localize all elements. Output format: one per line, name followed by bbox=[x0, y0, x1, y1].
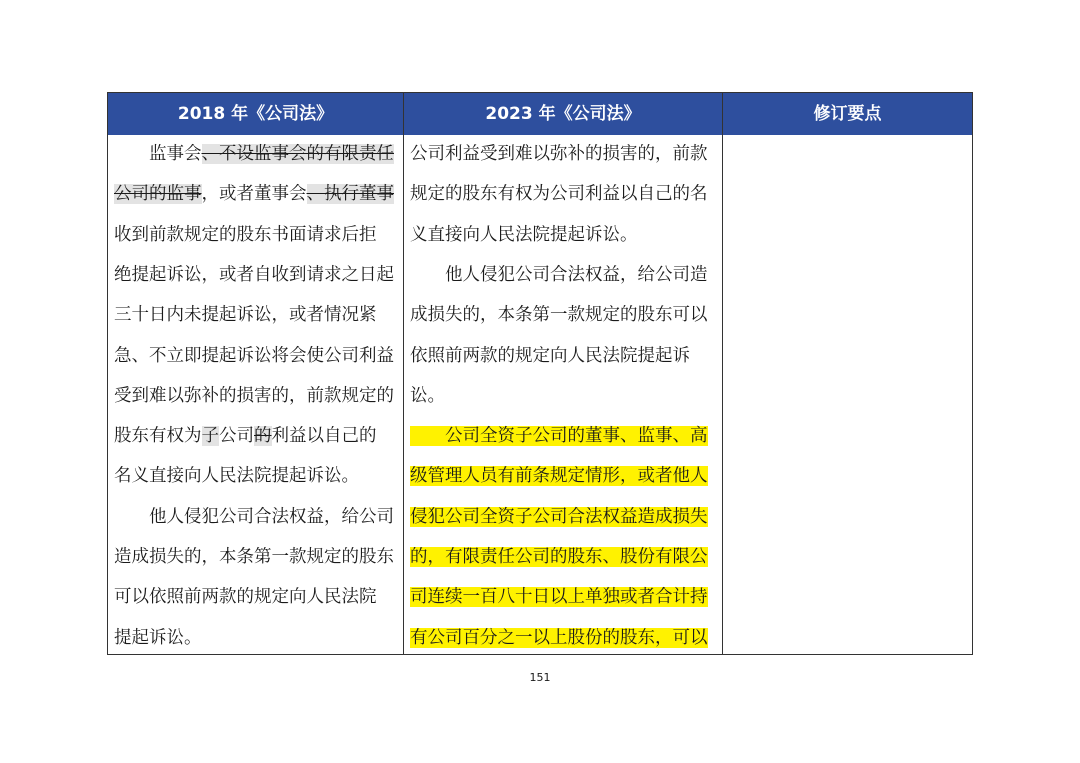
text-line bbox=[114, 502, 394, 532]
header-revision-points: 修订要点 bbox=[813, 104, 882, 124]
text-line bbox=[410, 381, 445, 411]
text-line bbox=[114, 542, 394, 572]
page-number: 151 bbox=[529, 671, 551, 684]
text-segment: 造成损失的，本条第一款规定的股东 bbox=[114, 547, 394, 567]
comparison-table bbox=[107, 92, 973, 655]
text-line bbox=[410, 220, 638, 250]
table-header bbox=[108, 93, 972, 135]
text-segment: 公司利益受到难以弥补的损害的，前款 bbox=[410, 144, 708, 164]
text-segment: 收到前款规定的股东书面请求后拒 bbox=[114, 224, 377, 245]
column-divider bbox=[403, 93, 404, 654]
text-segment: 义直接向人民法院提起诉讼。 bbox=[410, 224, 638, 245]
deleted-text: 、执行董事 bbox=[306, 184, 394, 205]
text-line bbox=[410, 542, 708, 572]
highlighted-text: 公司全资子公司的董事、监事、高 bbox=[410, 426, 708, 447]
header-2018: 2018 年《公司法》 bbox=[177, 104, 334, 124]
text-line bbox=[410, 300, 708, 330]
text-line bbox=[114, 381, 394, 411]
text-line bbox=[114, 179, 394, 209]
text-line bbox=[114, 341, 394, 371]
text-line bbox=[410, 421, 708, 451]
text-line bbox=[114, 421, 377, 451]
text-segment: 可以依照前两款的规定向人民法院 bbox=[114, 587, 377, 608]
text-segment: 利益以自己的 bbox=[271, 426, 377, 447]
text-line bbox=[114, 300, 377, 330]
text-line bbox=[114, 260, 394, 290]
text-line bbox=[410, 341, 690, 371]
highlighted-text: 的，有限责任公司的股东、股份有限公 bbox=[410, 547, 708, 567]
deleted-text: 的 bbox=[254, 426, 272, 447]
highlighted-text: 司连续一百八十日以上单独或者合计持 bbox=[410, 587, 708, 608]
text-segment: 成损失的，本条第一款规定的股东可以 bbox=[410, 305, 708, 326]
text-segment: 讼。 bbox=[410, 385, 445, 406]
text-segment: 名义直接向人民法院提起诉讼。 bbox=[114, 466, 359, 487]
deleted-text: 、不设监事会的有限责任 bbox=[201, 144, 394, 164]
text-segment: 依照前两款的规定向人民法院提起诉 bbox=[410, 345, 690, 366]
text-segment: 公司 bbox=[219, 426, 254, 447]
highlighted-text: 侵犯公司全资子公司合法权益造成损失 bbox=[410, 506, 708, 527]
highlighted-text: 有公司百分之一以上股份的股东，可以 bbox=[410, 627, 708, 648]
text-segment: 规定的股东有权为公司利益以自己的名 bbox=[410, 184, 708, 205]
text-line bbox=[410, 139, 708, 169]
marked-text: 子 bbox=[201, 426, 219, 447]
text-line bbox=[114, 220, 377, 250]
text-segment: 他人侵犯公司合法权益，给公司造 bbox=[410, 264, 708, 285]
highlighted-text: 级管理人员有前条规定情形，或者他人 bbox=[410, 466, 708, 487]
text-segment: 他人侵犯公司合法权益，给公司 bbox=[114, 506, 394, 527]
text-line bbox=[410, 461, 708, 491]
text-line bbox=[410, 260, 708, 290]
text-line bbox=[114, 461, 359, 491]
text-segment: 三十日内未提起诉讼，或者情况紧 bbox=[114, 305, 377, 326]
column-divider bbox=[722, 93, 723, 654]
text-line bbox=[410, 179, 708, 209]
text-line bbox=[410, 582, 708, 612]
text-segment: 股东有权为 bbox=[114, 426, 202, 447]
text-line bbox=[114, 139, 394, 169]
header-2023: 2023 年《公司法》 bbox=[485, 104, 641, 124]
text-segment: ，或者董事会 bbox=[201, 184, 307, 205]
text-segment: 受到难以弥补的损害的，前款规定的 bbox=[114, 385, 394, 406]
text-line bbox=[114, 582, 377, 612]
text-line bbox=[410, 502, 708, 532]
text-line bbox=[410, 623, 708, 653]
text-segment: 监事会 bbox=[114, 144, 202, 164]
text-segment: 急、不立即提起诉讼将会使公司利益 bbox=[114, 345, 394, 366]
text-line bbox=[114, 623, 202, 653]
text-segment: 提起诉讼。 bbox=[114, 627, 202, 648]
deleted-text: 公司的监事 bbox=[114, 184, 202, 205]
text-segment: 绝提起诉讼，或者自收到请求之日起 bbox=[114, 264, 394, 285]
